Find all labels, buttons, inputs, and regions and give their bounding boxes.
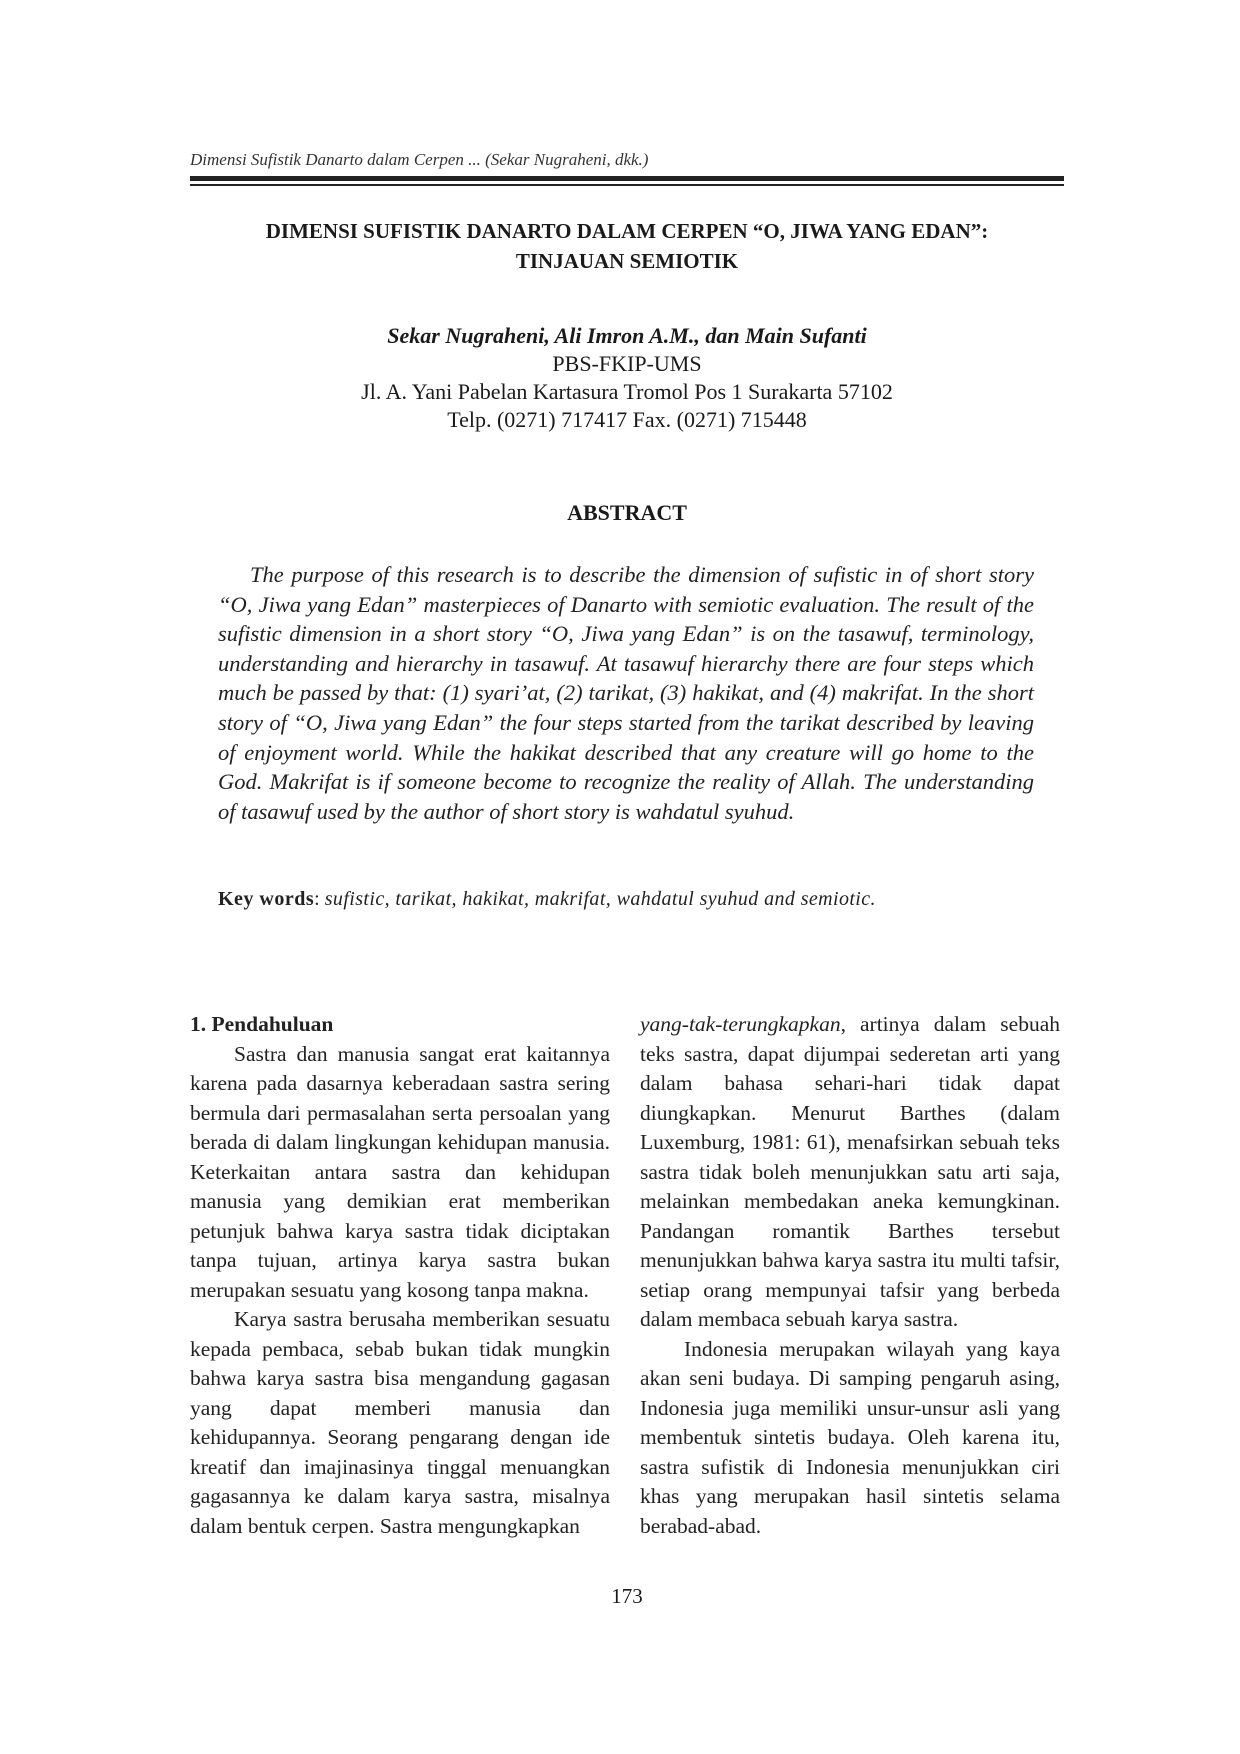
section-heading: 1. Pendahuluan: [190, 1012, 334, 1036]
running-head: Dimensi Sufistik Danarto dalam Cerpen ... (Sekar Nugraheni, dkk.): [190, 150, 649, 169]
address: Jl. A. Yani Pabelan Kartasura Tromol Pos 1 Surakarta 57102: [361, 379, 893, 404]
abstract-heading: ABSTRACT: [567, 500, 687, 525]
affiliation: PBS-FKIP-UMS: [552, 351, 702, 376]
author-block: [190, 322, 1064, 434]
paragraph-3-text: , artinya dalam sebuah teks sastra, dapat dijumpai sederetan arti yang dalam bahasa sehari-hari tidak dapat diungkapkan. Menurut Barthes (dalam Luxemburg, 1981: 61), menafsirkan sebuah teks sastra tidak boleh menunjukkan satu arti saja, melainkan membedakan aneka kemungkinan. Pandangan romantik Barthes tersebut menunjukkan bahwa karya sastra itu multi tafsir, setiap orang mempunyai tafsir yang berbeda dalam membaca sebuah karya sastra.: [640, 1012, 1060, 1331]
right-column: [640, 1010, 1060, 1541]
title-line-1: DIMENSI SUFISTIK DANARTO DALAM CERPEN “O, JIWA YANG EDAN”:: [265, 219, 989, 243]
paragraph-3-italic: yang-tak-terungkapkan: [640, 1012, 841, 1036]
header-rule-thick: [190, 176, 1064, 181]
phone-fax: Telp. (0271) 717417 Fax. (0271) 715448: [447, 407, 807, 432]
paragraph-2: Karya sastra berusaha memberikan sesuatu kepada pembaca, sebab bukan tidak mungkin bahwa karya sastra bisa mengandung gagasan yang dapat memberi manusia dan kehidupannya. Seorang pengarang dengan ide kreatif dan imajinasinya tinggal menuangkan gagasannya ke dalam karya sastra, misalnya dalam bentuk cerpen. Sastra mengungkapkan: [190, 1307, 610, 1538]
header-rule-thin: [190, 184, 1064, 186]
page-number: 173: [611, 1584, 643, 1608]
paragraph-1: Sastra dan manusia sangat erat kaitannya karena pada dasarnya keberadaan sastra sering bermula dari permasalahan serta persoalan yang berada di dalam lingkungan kehidupan manusia. Keterkaitan antara sastra dan kehidupan manusia yang demikian erat memberikan petunjuk bahwa karya sastra tidak diciptakan tanpa tujuan, artinya karya sastra bukan merupakan sesuatu yang kosong tanpa makna.: [190, 1041, 610, 1302]
left-column: [190, 1010, 610, 1541]
paragraph-4: Indonesia merupakan wilayah yang kaya akan seni budaya. Di samping pengaruh asing, Indonesia juga memiliki unsur-unsur asli yang membentuk sintetis budaya. Oleh karena itu, sastra sufistik di Indonesia menunjukkan ciri khas yang merupakan hasil sintetis selama berabad-abad.: [640, 1336, 1060, 1538]
title-line-2: TINJAUAN SEMIOTIK: [515, 249, 739, 273]
keywords-list: sufistic, tarikat, hakikat, makrifat, wahdatul syuhud and semiotic.: [324, 888, 876, 910]
paper-title: [190, 216, 1064, 276]
paragraph-3: [640, 1010, 1060, 1335]
keywords: [218, 888, 1034, 911]
keywords-separator: :: [314, 888, 320, 910]
keywords-label: Key words: [218, 888, 315, 910]
abstract-body: The purpose of this research is to describe the dimension of sufistic in of short story “O, Jiwa yang Edan” masterpieces of Danarto with semiotic evaluation. The result of the sufistic dimension in a short story “O, Jiwa yang Edan” is on the tasawuf, terminology, understanding and hierarchy in tasawuf. At tasawuf hierarchy there are four steps which much be passed by that: (1) syari’at, (2) tarikat, (3) hakikat, and (4) makrifat. In the short story of “O, Jiwa yang Edan” the four steps started from the tarikat described by leaving of enjoyment world. While the hakikat described that any creature will go home to the God. Makrifat is if someone become to recognize the reality of Allah. The understanding of tasawuf used by the author of short story is wahdatul syuhud.: [218, 562, 1034, 824]
author-names: Sekar Nugraheni, Ali Imron A.M., dan Main Sufanti: [387, 323, 867, 348]
